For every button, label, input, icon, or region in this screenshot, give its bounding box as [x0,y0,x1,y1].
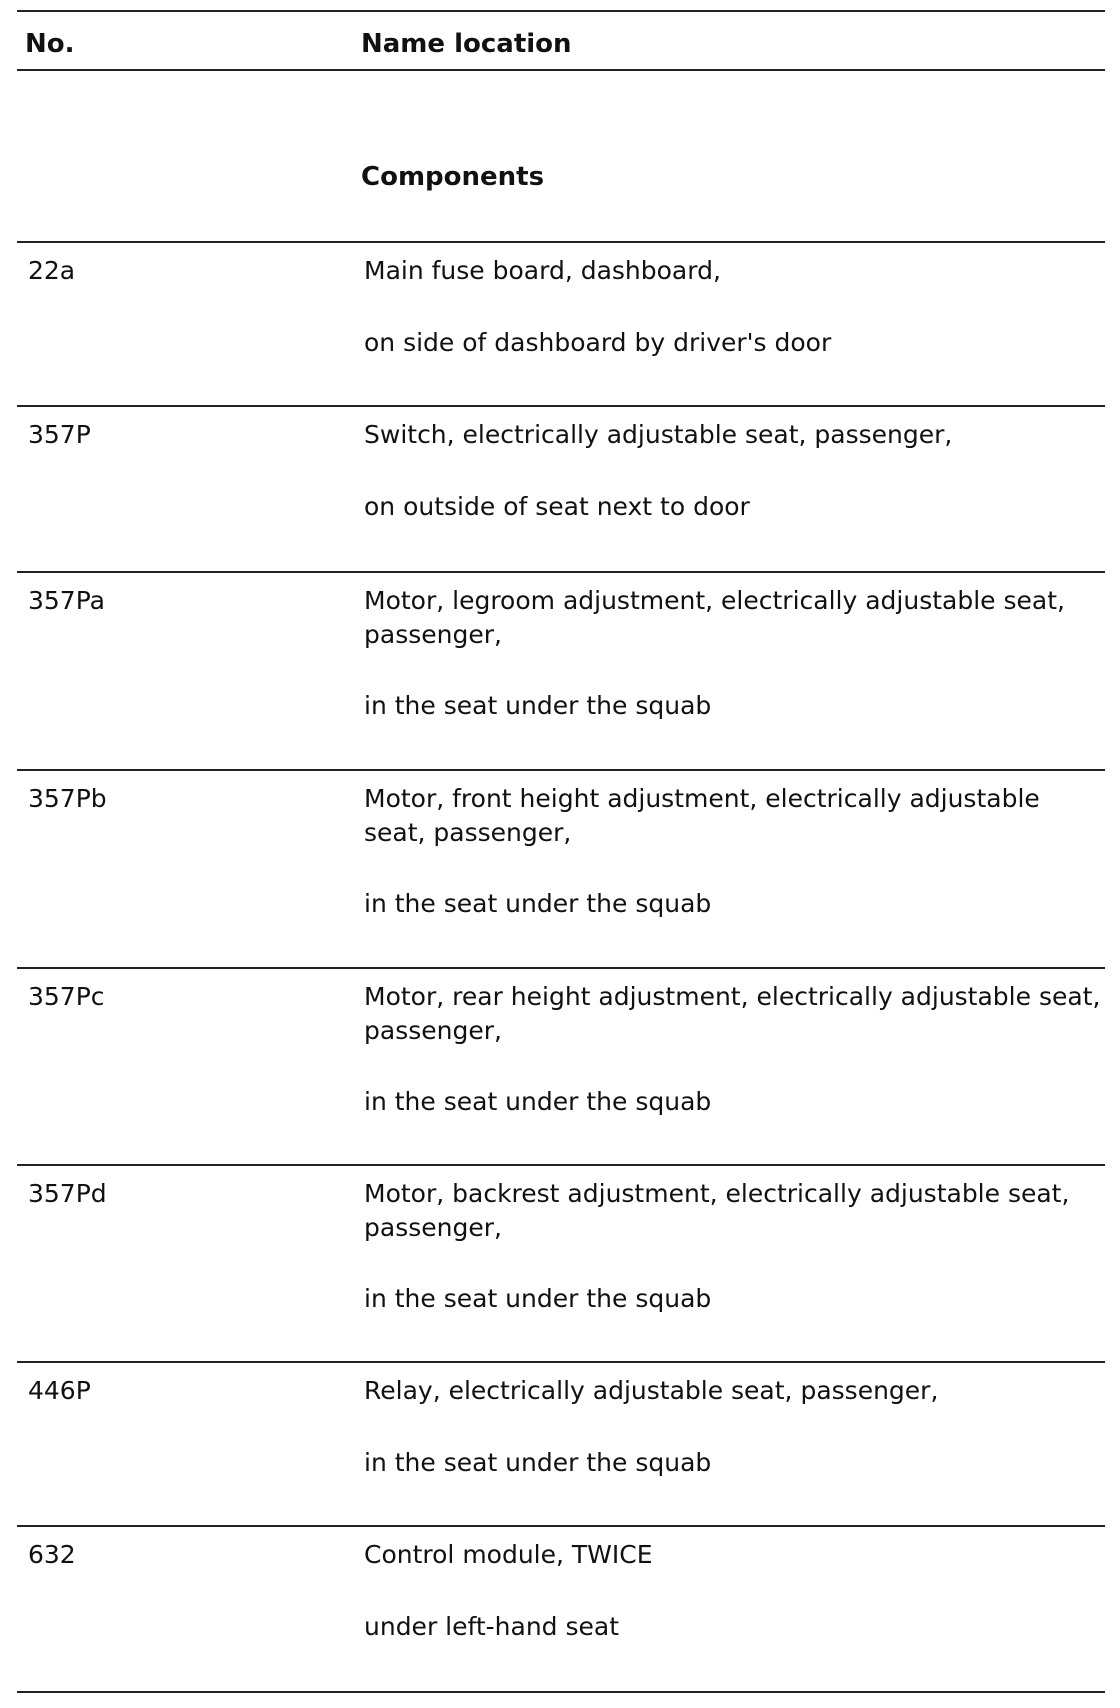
row-location: under left-hand seat [364,1612,620,1641]
row-name: Motor, backrest adjustment, electrically adjustable seat, passenger, [364,1179,1070,1242]
header-bottom-rule [17,69,1105,71]
row-divider [17,571,1105,573]
section-title: Components [361,162,545,192]
row-no: 357Pa [28,586,105,615]
row-location: in the seat under the squab [364,1284,712,1313]
row-no: 357Pd [28,1179,107,1208]
row-no: 632 [28,1540,76,1569]
row-name: Motor, legroom adjustment, electrically adjustable seat, passenger, [364,586,1065,649]
row-name: Motor, rear height adjustment, electrically adjustable seat, passenger, [364,982,1101,1045]
row-location: in the seat under the squab [364,889,712,918]
row-no: 357Pb [28,784,107,813]
row-divider [17,1525,1105,1527]
row-divider [17,1164,1105,1166]
row-location: on side of dashboard by driver's door [364,328,832,357]
row-no: 357P [28,420,91,449]
row-location: in the seat under the squab [364,691,712,720]
row-no: 22a [28,256,76,285]
row-divider [17,405,1105,407]
row-location: in the seat under the squab [364,1448,712,1477]
row-no: 357Pc [28,982,105,1011]
row-divider [17,769,1105,771]
row-location: on outside of seat next to door [364,492,750,521]
row-name: Main fuse board, dashboard, [364,256,721,285]
row-name: Switch, electrically adjustable seat, passenger, [364,420,953,449]
row-location: in the seat under the squab [364,1087,712,1116]
row-name: Control module, TWICE [364,1540,653,1569]
row-divider [17,1361,1105,1363]
column-header-name-location: Name location [361,29,572,59]
row-no: 446P [28,1376,91,1405]
row-name: Relay, electrically adjustable seat, passenger, [364,1376,939,1405]
row-name: Motor, front height adjustment, electrically adjustable seat, passenger, [364,784,1040,847]
row-divider [17,967,1105,969]
row-divider [17,241,1105,243]
table-bottom-rule [17,1691,1105,1693]
table-top-rule [17,10,1105,12]
column-header-no: No. [25,29,75,59]
